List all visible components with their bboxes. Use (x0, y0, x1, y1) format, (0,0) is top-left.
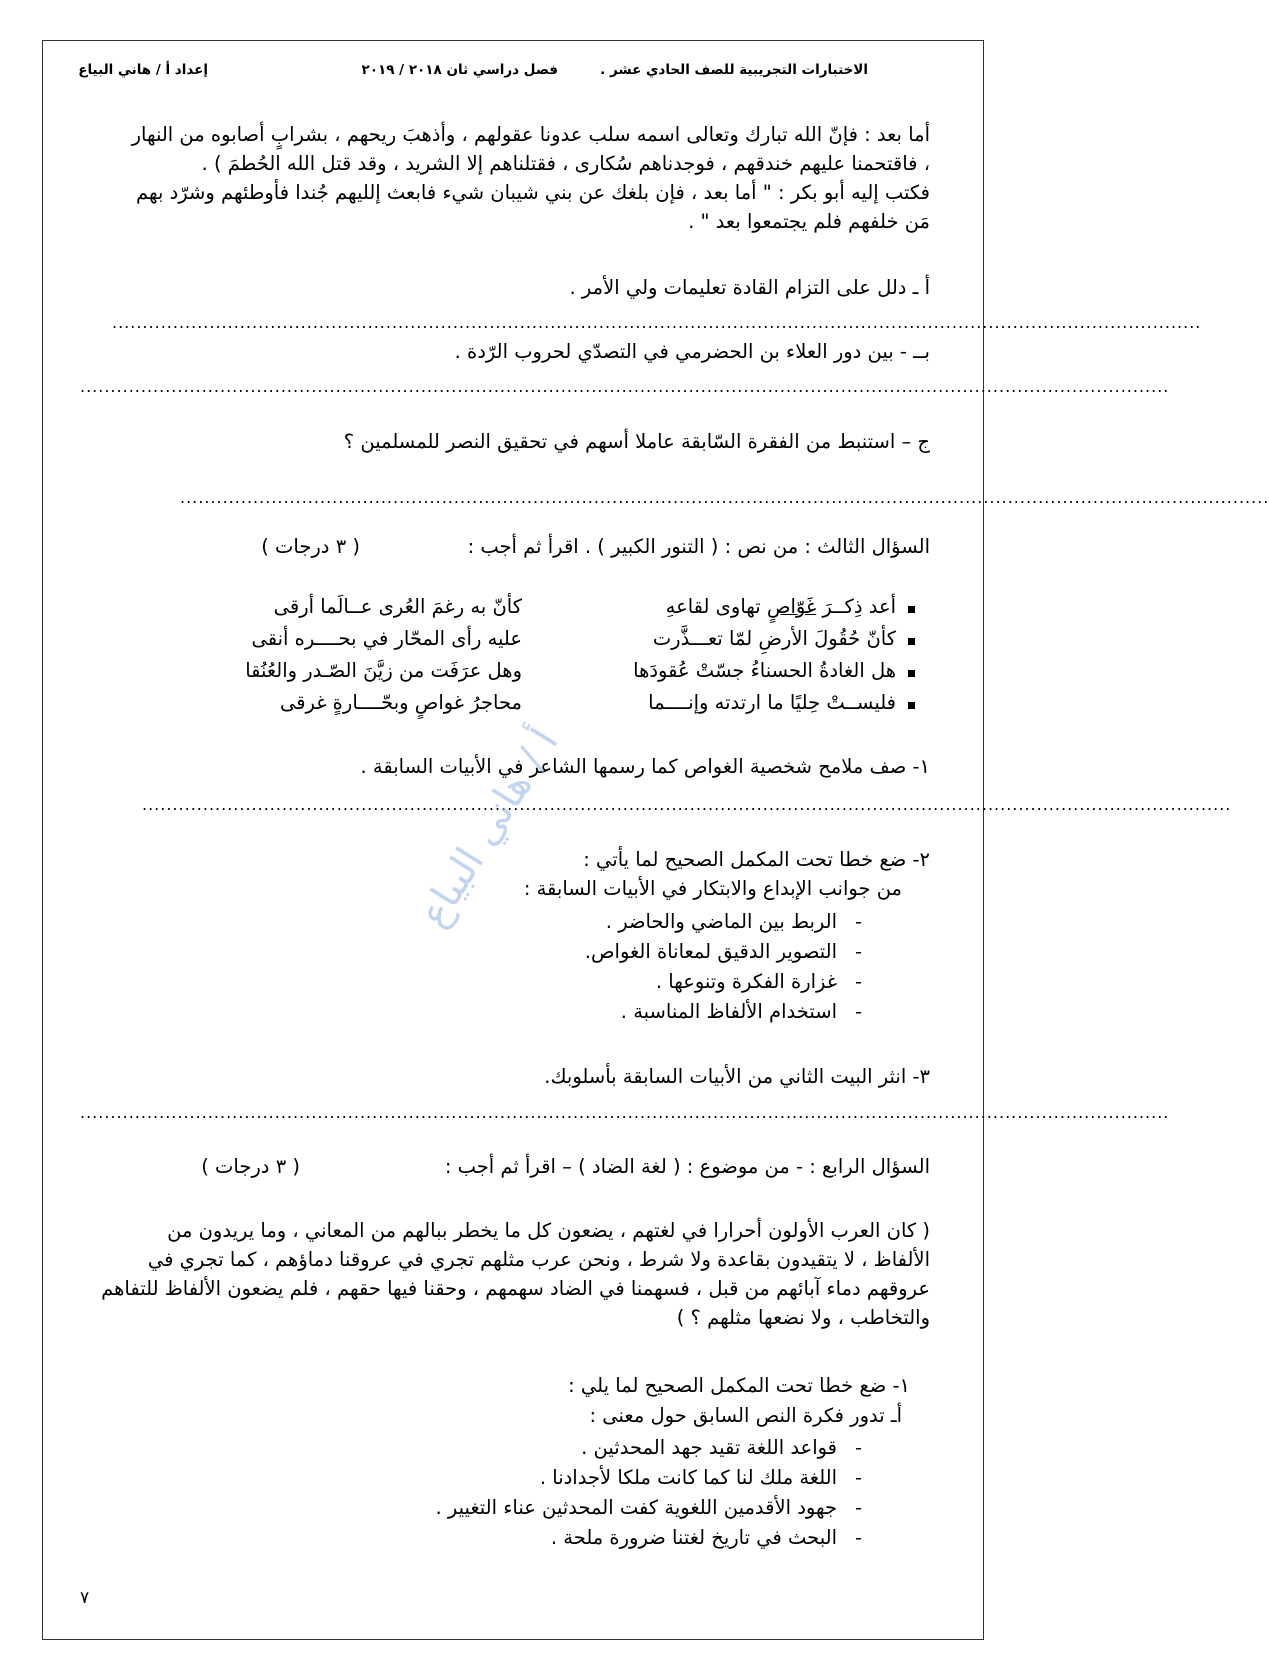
dash-icon: - (837, 971, 862, 993)
dash-icon: - (837, 1527, 862, 1549)
header-exam-title: الاختبارات التجريبية للصف الحادي عشر . (600, 62, 868, 78)
verse-2-first-hemistich: كأنّ حُقُولَ الأرضِ لمّا تعـــذَّرت (652, 627, 896, 650)
question-3-3: ٣- انثر البيت الثاني من الأبيات السابقة بأسلوبك. (544, 1065, 930, 1088)
bullet-icon (908, 638, 915, 645)
question-4-1: ١- ضع خطا تحت المكمل الصحيح لما يلي : (568, 1374, 910, 1397)
question-4-1-stem: أـ تدور فكرة النص السابق حول معنى : (589, 1404, 902, 1427)
option-3-2-c: - غزارة الفكرة وتنوعها . (655, 970, 862, 993)
passage-2-line: الألفاظ ، لا يتقيدون بقاعدة ولا شرط ، ونحن عرب مثلهم تجري في عروقنا دماؤهم ، كما تجري في (147, 1248, 930, 1271)
verse-4-first-hemistich: فليســتْ حِليًا ما ارتدته وإنــــما (648, 691, 896, 714)
dash-icon: - (837, 1497, 862, 1519)
answer-line-2a: ................................................................................................................................................................................... (112, 313, 1202, 332)
option-4-1-c: - جهود الأقدمين اللغوية كفت المحدثين عناء التغيير . (435, 1496, 862, 1519)
bullet-icon (908, 670, 915, 677)
answer-line-2c: ................................................................................................................................................................................... (180, 488, 1269, 507)
option-3-2-a: - الربط بين الماضي والحاضر . (605, 910, 862, 933)
passage-1-line: ، فاقتحمنا عليهم خندقهم ، فوجدناهم سُكارى ، فقتلناهم إلا الشريد ، وقد قتل الله الحُطمَ ) . (201, 152, 930, 175)
question-3-2: ٢- ضع خطا تحت المكمل الصحيح لما يأتي : (583, 848, 930, 871)
option-3-2-d: - استخدام الألفاظ المناسبة . (620, 1000, 862, 1023)
dash-icon: - (837, 1437, 862, 1459)
question-2c: ج – استنبط من الفقرة السّابقة عاملا أسهم في تحقيق النصر للمسلمين ؟ (343, 430, 930, 453)
verse-1-second-hemistich: كأنّ به رغمَ العُرى عــالَما أرقى (273, 595, 522, 618)
question-3-marks: ( ٣ درجات ) (261, 535, 360, 558)
passage-1-line: مَن خلفهم فلم يجتمعوا بعد " . (688, 210, 930, 233)
option-4-1-d: - البحث في تاريخ لغتنا ضرورة ملحة . (550, 1526, 862, 1549)
verse-4-second-hemistich: محاجرُ غواصٍ وبحّــــارةٍ غرقى (279, 691, 522, 714)
answer-line-2b: ................................................................................................................................................................................... (80, 377, 1170, 396)
watermark (395, 720, 605, 950)
passage-1-line: أما بعد : فإنّ الله تبارك وتعالى اسمه سلب عدونا عقولهم ، وأذهبَ ريحهم ، بشرابٍ أصابوه من النهار (131, 123, 930, 146)
passage-1-line: فكتب إليه أبو بكر : " أما بعد ، فإن بلغك عن بني شيبان شيء فابعث إلليهم جُندا فأوطئهم وشرّد بهم (136, 181, 930, 204)
question-3-title: السؤال الثالث : من نص : ( التنور الكبير ) . اقرأ ثم أجب : (467, 535, 930, 558)
verse-3-second-hemistich: وهل عرَفَت من زيَّنَ الصّـدر والعُنُقا (245, 659, 522, 682)
question-4-title: السؤال الرابع : - من موضوع : ( لغة الضاد ) – اقرأ ثم أجب : (444, 1155, 930, 1178)
question-2b: بــ - بين دور العلاء بن الحضرمي في التصدّي لحروب الرّدة . (454, 340, 930, 363)
header-semester: فصل دراسي ثان ٢٠١٨ / ٢٠١٩ (361, 62, 558, 78)
dash-icon: - (837, 1001, 862, 1023)
answer-line-3-1: ................................................................................................................................................................................... (142, 795, 1232, 814)
question-2a: أ ـ دلل على التزام القادة تعليمات ولي الأمر . (569, 276, 930, 299)
passage-2-line: ( كان العرب الأولون أحرارا في لغتهم ، يضعون كل ما يخطر ببالهم من المعاني ، وما يريدون من (167, 1219, 930, 1242)
header-author: إعداد أ / هاني البياع (78, 62, 208, 78)
option-4-1-b: - اللغة ملك لنا كما كانت ملكا لأجدادنا . (539, 1466, 862, 1489)
question-3-1: ١- صف ملامح شخصية الغواص كما رسمها الشاعر في الأبيات السابقة . (360, 755, 930, 778)
bullet-icon (908, 606, 915, 613)
answer-line-3-3: ................................................................................................................................................................................... (80, 1103, 1170, 1122)
dash-icon: - (837, 1467, 862, 1489)
option-4-1-a: - قواعد اللغة تقيد جهد المحدثين . (581, 1436, 862, 1459)
question-4-marks: ( ٣ درجات ) (201, 1155, 300, 1178)
passage-2-line: عروقهم دماء آبائهم من قبل ، فسهمنا في الضاد سهمهم ، وحقنا فيها حقهم ، فلم يضعون الألفاظ للتفاهم (101, 1277, 930, 1300)
verse-2-second-hemistich: عليه رأى المحّار في بحــــره أنقى (251, 627, 522, 650)
verse-3-first-hemistich: هل الغادةُ الحسناءُ جسّتْ عُقودَها (633, 659, 896, 682)
passage-1 (80, 120, 930, 236)
question-3-2-stem: من جوانب الإبداع والابتكار في الأبيات السابقة : (523, 877, 902, 900)
page-number: ٧ (80, 1588, 90, 1608)
dash-icon: - (837, 911, 862, 933)
passage-2-line: والتخاطب ، ولا نضعها مثلهم ؟ ) (676, 1306, 930, 1329)
watermark-text: أ / هاني البياع (410, 720, 568, 936)
passage-2 (80, 1216, 930, 1332)
option-3-2-b: - التصوير الدقيق لمعاناة الغواص. (584, 940, 862, 963)
verse-1-first-hemistich: أعد ذِكــرَ غَوّاصٍ تهاوى لقاعهِ (665, 595, 896, 618)
dash-icon: - (837, 941, 862, 963)
bullet-icon (908, 702, 915, 709)
